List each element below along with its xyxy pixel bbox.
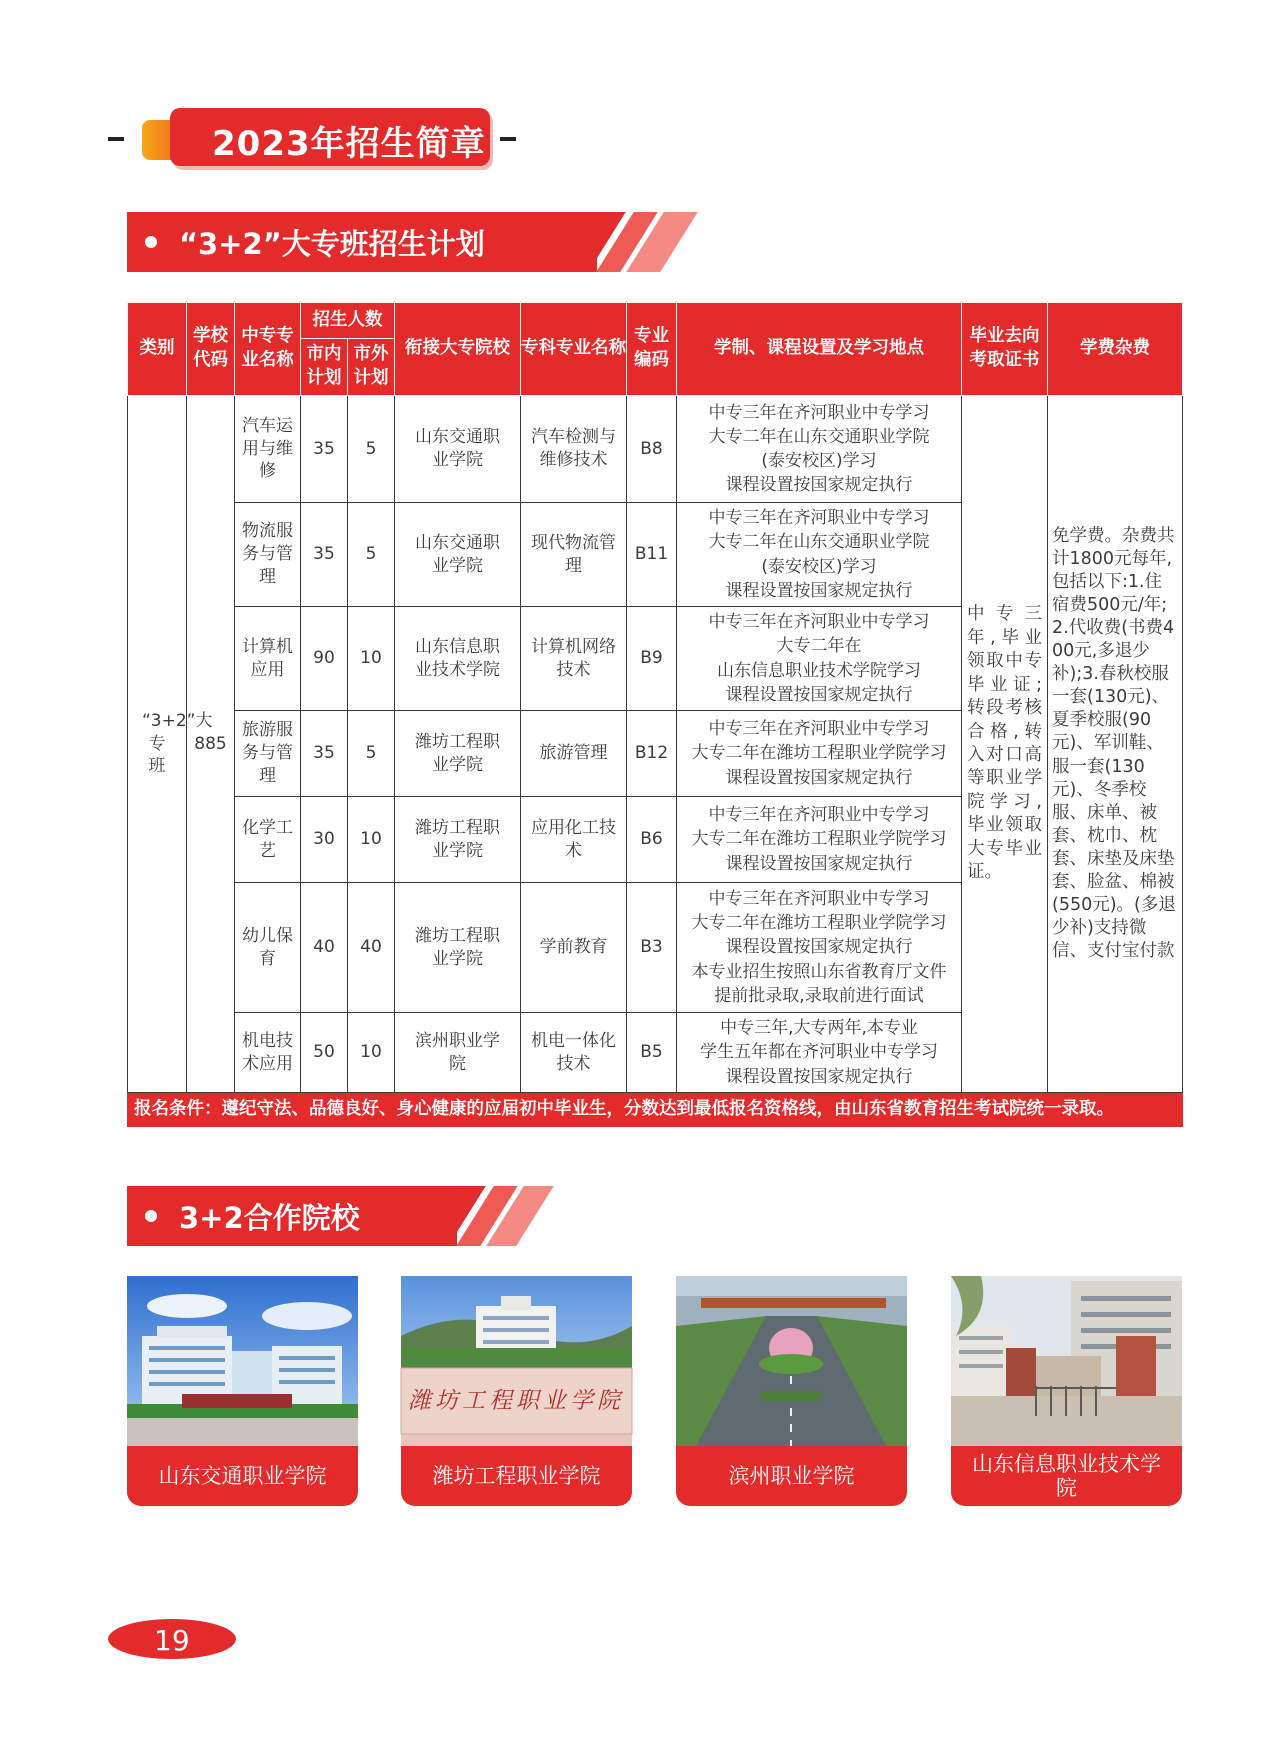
cell-code: B5	[627, 1013, 677, 1093]
school-photo	[127, 1276, 358, 1446]
cell-out: 10	[348, 797, 395, 883]
cell-school-code: 885	[187, 396, 235, 1093]
th-college-major: 专科专业名称	[521, 303, 627, 396]
cell-major: 幼儿保育	[235, 883, 301, 1013]
cell-college: 潍坊工程职业学院	[395, 797, 521, 883]
banner-dash-left	[108, 137, 124, 141]
th-major: 中专专业名称	[235, 303, 301, 396]
th-in-city: 市内计划	[301, 339, 348, 396]
section-header-plan	[127, 212, 672, 272]
section-title-partners: 3+2合作院校	[179, 1201, 360, 1235]
cell-college-major: 机电一体化技术	[521, 1013, 627, 1093]
school-name: 潍坊工程职业学院	[432, 1463, 601, 1488]
cell-college: 山东交通职业学院	[395, 396, 521, 503]
cell-major: 物流服务与管理	[235, 503, 301, 607]
cell-college-major: 现代物流管理	[521, 503, 627, 607]
cell-college: 山东信息职业技术学院	[395, 607, 521, 711]
enrollment-condition: 报名条件：遵纪守法、品德良好、身心健康的应届初中毕业生，分数达到最低报名资格线，由山东省教育招生考试院统一录取。	[128, 1093, 1183, 1127]
cell-in: 50	[301, 1013, 348, 1093]
cell-study: 中专三年在齐河职业中专学习 大专二年在山东交通职业学院 (泰安校区)学习 课程设置按国家规定执行	[677, 503, 962, 607]
top-banner	[108, 106, 508, 170]
section-title-plan: “3+2”大专班招生计划	[179, 227, 485, 261]
school-photo	[951, 1276, 1182, 1446]
cell-college: 潍坊工程职业学院	[395, 883, 521, 1013]
school-name: 滨州职业学院	[728, 1463, 855, 1488]
th-college: 衔接大专院校	[395, 303, 521, 396]
th-out-city: 市外计划	[348, 339, 395, 396]
cell-study: 中专三年在齐河职业中专学习 大专二年在山东交通职业学院 (泰安校区)学习 课程设置按国家规定执行	[677, 396, 962, 503]
cell-study: 中专三年在齐河职业中专学习 大专二年在潍坊工程职业学院学习 课程设置按国家规定执行 本专业招生按照山东省教育厅文件 提前批录取,录取前进行面试	[677, 883, 962, 1013]
cell-college-major: 汽车检测与维修技术	[521, 396, 627, 503]
cell-major: 汽车运用与维修	[235, 396, 301, 503]
th-school-code: 学校代码	[187, 303, 235, 396]
bullet-dot	[145, 1210, 157, 1222]
th-graduation: 毕业去向考取证书	[962, 303, 1048, 396]
cell-out: 5	[348, 503, 395, 607]
section-header-partners	[127, 1186, 532, 1246]
cell-study: 中专三年,大专两年,本专业 学生五年都在齐河职业中专学习 课程设置按国家规定执行	[677, 1013, 962, 1093]
cell-code: B6	[627, 797, 677, 883]
cell-graduation-note: 中专三年,毕业领取中专毕业证;转段考核合格,转入对口高等职业学院学习,毕业领取大专毕业证。	[962, 396, 1048, 1093]
campus-sign-text: 潍坊工程职业学院	[408, 1388, 624, 1414]
cell-in: 35	[301, 711, 348, 797]
th-fees: 学费杂费	[1048, 303, 1183, 396]
th-enroll: 招生人数	[301, 303, 395, 339]
school-card[interactable]	[401, 1276, 632, 1506]
banner-dash-right	[500, 137, 516, 141]
th-study: 学制、课程设置及学习地点	[677, 303, 962, 396]
school-photo	[401, 1276, 632, 1446]
cell-out: 10	[348, 1013, 395, 1093]
cell-in: 90	[301, 607, 348, 711]
school-name: 山东信息职业技术学院	[972, 1451, 1161, 1500]
cell-study: 中专三年在齐河职业中专学习 大专二年在 山东信息职业技术学院学习 课程设置按国家规定执行	[677, 607, 962, 711]
cell-major: 机电技术应用	[235, 1013, 301, 1093]
cell-code: B11	[627, 503, 677, 607]
cell-in: 35	[301, 503, 348, 607]
banner-title: 2023年招生简章	[212, 124, 486, 164]
cell-major: 化学工艺	[235, 797, 301, 883]
school-name: 山东交通职业学院	[158, 1463, 327, 1488]
page-number-badge	[108, 1619, 236, 1659]
cell-in: 40	[301, 883, 348, 1013]
bullet-dot	[145, 236, 157, 248]
enrollment-plan-table	[127, 302, 1183, 1127]
cell-category: “3+2”大专班	[128, 396, 187, 1093]
partner-school-cards	[127, 1276, 1182, 1506]
cell-college-major: 应用化工技术	[521, 797, 627, 883]
table-row	[128, 396, 1183, 503]
cell-college-major: 旅游管理	[521, 711, 627, 797]
cell-code: B8	[627, 396, 677, 503]
cell-major: 旅游服务与管理	[235, 711, 301, 797]
condition-row	[128, 1093, 1183, 1127]
cell-code: B3	[627, 883, 677, 1013]
cell-major: 计算机应用	[235, 607, 301, 711]
school-card[interactable]	[676, 1276, 907, 1506]
th-major-code: 专业编码	[627, 303, 677, 396]
cell-out: 5	[348, 711, 395, 797]
cell-out: 10	[348, 607, 395, 711]
cell-code: B12	[627, 711, 677, 797]
cell-in: 35	[301, 396, 348, 503]
cell-out: 40	[348, 883, 395, 1013]
school-card[interactable]	[127, 1276, 358, 1506]
cell-fees-note: 免学费。杂费共计1800元每年,包括以下:1.住宿费500元/年;2.代收费(书费400元,多退少补);3.春秋校服一套(130元)、夏季校服(90元)、军训鞋、服一套(130元)、冬季校服、床单、被套、枕巾、枕套、床垫及床垫套、脸盆、棉被(550元)。(多退少补)支持微信、支付宝付款	[1048, 396, 1183, 1093]
cell-college: 潍坊工程职业学院	[395, 711, 521, 797]
page-number: 19	[154, 1624, 190, 1657]
cell-in: 30	[301, 797, 348, 883]
school-card[interactable]	[951, 1276, 1182, 1506]
cell-study: 中专三年在齐河职业中专学习 大专二年在潍坊工程职业学院学习 课程设置按国家规定执行	[677, 797, 962, 883]
cell-college: 山东交通职业学院	[395, 503, 521, 607]
cell-college-major: 学前教育	[521, 883, 627, 1013]
cell-college: 滨州职业学院	[395, 1013, 521, 1093]
cell-code: B9	[627, 607, 677, 711]
cell-study: 中专三年在齐河职业中专学习 大专二年在潍坊工程职业学院学习 课程设置按国家规定执行	[677, 711, 962, 797]
th-category: 类别	[128, 303, 187, 396]
cell-out: 5	[348, 396, 395, 503]
school-photo	[676, 1276, 907, 1446]
cell-college-major: 计算机网络技术	[521, 607, 627, 711]
